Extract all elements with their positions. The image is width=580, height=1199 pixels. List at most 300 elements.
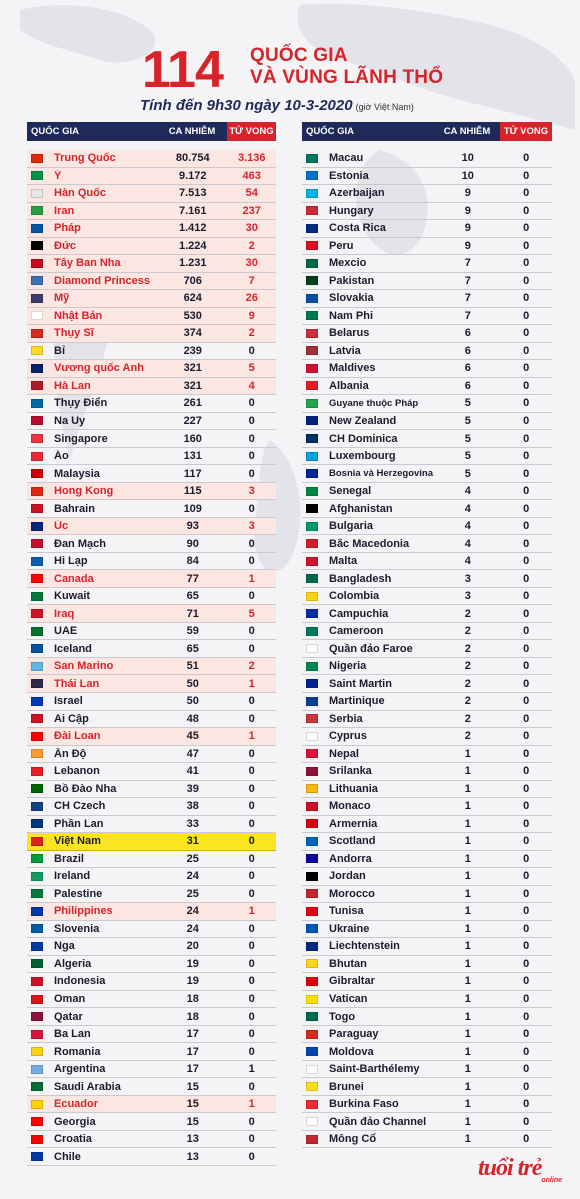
- column-header-country: QUỐC GIA: [27, 122, 157, 141]
- right-table-rows: [302, 150, 552, 1148]
- flag-icon: [306, 679, 318, 688]
- flag-icon: [306, 959, 318, 968]
- case-count: 20: [186, 940, 199, 953]
- case-count: 7: [464, 309, 471, 322]
- death-count: 0: [248, 1045, 255, 1058]
- table-row: [27, 781, 276, 799]
- country-name: Oman: [54, 993, 86, 1005]
- case-count: 6: [464, 327, 471, 340]
- country-name: Georgia: [54, 1115, 96, 1128]
- death-count: 0: [523, 520, 530, 533]
- country-name: Quần đảo Faroe: [329, 642, 413, 655]
- flag-icon: [306, 259, 318, 268]
- country-name: Latvia: [329, 344, 361, 357]
- table-row: [27, 1078, 276, 1096]
- flag-icon: [306, 539, 318, 548]
- table-row: [27, 973, 276, 991]
- table-row: [27, 605, 276, 623]
- death-count: 463: [242, 169, 261, 182]
- flag-icon: [31, 872, 43, 881]
- table-row: [302, 570, 552, 588]
- country-name: Vương quốc Anh: [54, 362, 144, 375]
- flag-icon: [31, 1117, 43, 1126]
- table-row: [27, 833, 276, 851]
- header: [0, 0, 580, 122]
- country-name: Algeria: [54, 957, 92, 970]
- flag-icon: [31, 294, 43, 303]
- flag-icon: [31, 539, 43, 548]
- death-count: 26: [245, 292, 258, 305]
- case-count: 624: [183, 292, 202, 305]
- death-count: 0: [523, 747, 530, 760]
- flag-icon: [31, 557, 43, 566]
- death-count: 0: [248, 1028, 255, 1041]
- flag-icon: [31, 171, 43, 180]
- death-count: 0: [248, 432, 255, 445]
- country-name: Ireland: [54, 870, 91, 883]
- country-name: Moldova: [329, 1045, 374, 1058]
- case-count: 59: [186, 625, 199, 638]
- flag-icon: [31, 381, 43, 390]
- flag-icon: [31, 276, 43, 285]
- case-count: 3: [464, 590, 471, 603]
- flag-icon: [306, 241, 318, 250]
- flag-icon: [306, 381, 318, 390]
- country-name: Thụy Sĩ: [54, 327, 94, 340]
- table-row: [27, 413, 276, 431]
- case-count: 1: [464, 993, 471, 1005]
- flag-icon: [306, 749, 318, 758]
- table-row: [302, 728, 552, 746]
- table-row: [302, 413, 552, 431]
- death-count: 0: [248, 1133, 255, 1146]
- flag-icon: [31, 434, 43, 443]
- case-count: 1: [464, 800, 471, 813]
- case-count: 6: [464, 344, 471, 357]
- country-name: Srilanka: [329, 765, 372, 778]
- case-count: 90: [186, 537, 199, 550]
- table-row: [27, 1026, 276, 1044]
- death-count: 7: [248, 274, 255, 287]
- flag-icon: [31, 1065, 43, 1074]
- death-count: 0: [523, 432, 530, 445]
- country-name: Israel: [54, 695, 83, 708]
- country-name: Palestine: [54, 887, 103, 900]
- flag-icon: [31, 504, 43, 513]
- death-count: 0: [523, 782, 530, 795]
- case-count: 239: [183, 344, 202, 357]
- death-count: 0: [523, 642, 530, 655]
- flag-icon: [306, 1047, 318, 1056]
- death-count: 3: [248, 485, 255, 498]
- table-row: [302, 623, 552, 641]
- country-name: Áo: [54, 450, 69, 463]
- column-header-cases: CA NHIỄM: [157, 122, 227, 141]
- table-row: [27, 553, 276, 571]
- case-count: 1: [464, 747, 471, 760]
- flag-icon: [306, 784, 318, 793]
- country-name: Bồ Đào Nha: [54, 782, 117, 795]
- flag-icon: [31, 592, 43, 601]
- case-count: 1.231: [178, 257, 207, 270]
- case-count: 5: [464, 467, 471, 480]
- death-count: 0: [523, 817, 530, 830]
- flag-icon: [31, 959, 43, 968]
- death-count: 0: [248, 414, 255, 427]
- table-row: [302, 1078, 552, 1096]
- flag-icon: [31, 329, 43, 338]
- flag-icon: [306, 452, 318, 461]
- table-row: [27, 728, 276, 746]
- table-row: [302, 1061, 552, 1079]
- flag-icon: [31, 1100, 43, 1109]
- case-count: 321: [183, 362, 202, 375]
- death-count: 0: [248, 695, 255, 708]
- table-row: [27, 1131, 276, 1149]
- country-count: 114: [142, 41, 223, 99]
- table-row: [27, 868, 276, 886]
- table-row: [27, 903, 276, 921]
- flag-icon: [31, 1012, 43, 1021]
- case-count: 6: [464, 379, 471, 392]
- country-name: Martinique: [329, 695, 385, 708]
- table-row: [302, 308, 552, 326]
- flag-icon: [31, 224, 43, 233]
- table-row: [27, 640, 276, 658]
- case-count: 80.754: [175, 152, 210, 165]
- table-row: [27, 203, 276, 221]
- death-count: 0: [523, 239, 530, 252]
- table-row: [27, 886, 276, 904]
- death-count: 0: [248, 940, 255, 953]
- column-header-deaths: TỬ VONG: [227, 122, 276, 141]
- flag-icon: [306, 276, 318, 285]
- flag-icon: [306, 924, 318, 933]
- country-name: Qatar: [54, 1010, 83, 1023]
- death-count: 0: [523, 257, 530, 270]
- country-name: Tunisa: [329, 905, 364, 918]
- flag-icon: [306, 907, 318, 916]
- death-count: 0: [248, 467, 255, 480]
- table-row: [27, 273, 276, 291]
- flag-icon: [306, 346, 318, 355]
- death-count: 0: [523, 607, 530, 620]
- case-count: 1: [464, 870, 471, 883]
- country-name: Nigeria: [329, 660, 367, 673]
- case-count: 65: [186, 590, 199, 603]
- table-row: [302, 781, 552, 799]
- case-count: 4: [464, 555, 471, 568]
- flag-icon: [31, 907, 43, 916]
- death-count: 0: [523, 975, 530, 988]
- case-count: 38: [186, 800, 199, 813]
- case-count: 7: [464, 257, 471, 270]
- death-count: 0: [523, 625, 530, 638]
- flag-icon: [31, 889, 43, 898]
- table-row: [302, 220, 552, 238]
- country-name: Serbia: [329, 712, 363, 725]
- death-count: 0: [523, 870, 530, 883]
- death-count: 0: [248, 397, 255, 410]
- case-count: 2: [464, 712, 471, 725]
- country-name: Malta: [329, 555, 358, 568]
- flag-icon: [306, 557, 318, 566]
- table-row: [302, 921, 552, 939]
- death-count: 1: [248, 572, 255, 585]
- death-count: 0: [523, 1028, 530, 1041]
- case-count: 19: [186, 957, 199, 970]
- country-name: Ba Lan: [54, 1028, 91, 1041]
- country-name: New Zealand: [329, 414, 397, 427]
- death-count: 0: [523, 572, 530, 585]
- case-count: 6: [464, 362, 471, 375]
- flag-icon: [306, 837, 318, 846]
- logo-brand: tuổi trẻ: [478, 1155, 542, 1181]
- case-count: 1.412: [178, 222, 207, 235]
- death-count: 0: [523, 222, 530, 235]
- case-count: 109: [183, 502, 202, 515]
- case-count: 1: [464, 1010, 471, 1023]
- flag-icon: [306, 1117, 318, 1126]
- flag-icon: [306, 644, 318, 653]
- country-name: Brazil: [54, 852, 84, 865]
- flag-icon: [31, 609, 43, 618]
- table-row: [27, 816, 276, 834]
- death-count: 1: [248, 1098, 255, 1111]
- table-row: [27, 1061, 276, 1079]
- country-name: Hi Lạp: [54, 555, 88, 568]
- table-row: [27, 693, 276, 711]
- flag-icon: [31, 924, 43, 933]
- case-count: 1: [464, 1028, 471, 1041]
- country-name: Bulgaria: [329, 520, 374, 533]
- table-row: [27, 430, 276, 448]
- flag-icon: [306, 504, 318, 513]
- table-row: [27, 1096, 276, 1114]
- death-count: 2: [248, 327, 255, 340]
- flag-icon: [31, 749, 43, 758]
- death-count: 0: [523, 1045, 530, 1058]
- case-count: 71: [186, 607, 199, 620]
- case-count: 50: [186, 677, 199, 690]
- flag-icon: [31, 522, 43, 531]
- death-count: 5: [248, 362, 255, 375]
- country-name: Argentina: [54, 1063, 106, 1076]
- death-count: 2: [248, 660, 255, 673]
- table-row: [27, 150, 276, 168]
- table-row: [302, 1096, 552, 1114]
- table-row: [302, 711, 552, 729]
- flag-icon: [31, 784, 43, 793]
- country-name: Senegal: [329, 485, 372, 498]
- country-name: Trung Quốc: [54, 152, 116, 165]
- flag-icon: [306, 977, 318, 986]
- flag-icon: [306, 1135, 318, 1144]
- flag-icon: [31, 469, 43, 478]
- country-name: Ý: [54, 169, 62, 182]
- table-row: [302, 1113, 552, 1131]
- case-count: 3: [464, 572, 471, 585]
- case-count: 1: [464, 765, 471, 778]
- table-row: [302, 605, 552, 623]
- country-name: Colombia: [329, 590, 380, 603]
- death-count: 1: [248, 905, 255, 918]
- country-name: Peru: [329, 239, 354, 252]
- case-count: 33: [186, 817, 199, 830]
- death-count: 0: [523, 765, 530, 778]
- case-count: 374: [183, 327, 202, 340]
- case-count: 93: [186, 520, 199, 533]
- table-row: [27, 220, 276, 238]
- case-count: 530: [183, 309, 202, 322]
- country-name: CH Czech: [54, 800, 106, 813]
- table-row: [302, 465, 552, 483]
- death-count: 0: [523, 467, 530, 480]
- table-row: [302, 518, 552, 536]
- death-count: 0: [523, 555, 530, 568]
- case-count: 261: [183, 397, 202, 410]
- flag-icon: [31, 574, 43, 583]
- country-name: Chile: [54, 1150, 81, 1163]
- death-count: 0: [523, 695, 530, 708]
- flag-icon: [306, 732, 318, 741]
- table-row: [302, 1008, 552, 1026]
- flag-icon: [31, 1030, 43, 1039]
- table-row: [302, 851, 552, 869]
- case-count: 1: [464, 975, 471, 988]
- country-name: Azerbaijan: [329, 187, 385, 200]
- country-name: Phần Lan: [54, 817, 104, 830]
- death-count: 0: [248, 870, 255, 883]
- case-count: 117: [183, 467, 202, 480]
- table-row: [27, 711, 276, 729]
- flag-icon: [306, 627, 318, 636]
- country-name: Philippines: [54, 905, 113, 918]
- flag-icon: [31, 241, 43, 250]
- case-count: 160: [183, 432, 202, 445]
- case-count: 9: [464, 222, 471, 235]
- death-count: 30: [245, 257, 258, 270]
- case-count: 9: [464, 239, 471, 252]
- table-row: [27, 465, 276, 483]
- country-name: Mexcio: [329, 257, 367, 270]
- death-count: 0: [523, 169, 530, 182]
- case-count: 1: [464, 957, 471, 970]
- flag-icon: [31, 1135, 43, 1144]
- death-count: 0: [523, 309, 530, 322]
- country-name: Ấn Độ: [54, 747, 87, 760]
- flag-icon: [31, 416, 43, 425]
- flag-icon: [306, 206, 318, 215]
- death-count: 0: [248, 502, 255, 515]
- country-name: Gibraltar: [329, 975, 375, 988]
- flag-icon: [31, 854, 43, 863]
- country-name: Bắc Macedonia: [329, 537, 410, 550]
- country-name: Na Uy: [54, 414, 86, 427]
- right-table: [302, 122, 552, 1148]
- flag-icon: [306, 329, 318, 338]
- flag-icon: [306, 662, 318, 671]
- death-count: 0: [523, 1133, 530, 1146]
- country-name: Scotland: [329, 835, 376, 848]
- country-name: Mông Cổ: [329, 1133, 377, 1146]
- case-count: 9: [464, 187, 471, 200]
- country-name: Bỉ: [54, 344, 65, 357]
- country-name: Pakistan: [329, 274, 375, 287]
- case-count: 5: [464, 432, 471, 445]
- country-name: Andorra: [329, 852, 372, 865]
- case-count: 17: [186, 1028, 199, 1041]
- country-name: Guyane thuộc Pháp: [329, 397, 419, 409]
- table-row: [27, 938, 276, 956]
- country-name: Úc: [54, 520, 69, 533]
- table-row: [27, 360, 276, 378]
- country-name: Malaysia: [54, 467, 100, 480]
- table-row: [27, 535, 276, 553]
- death-count: 0: [523, 292, 530, 305]
- table-row: [302, 640, 552, 658]
- table-row: [302, 938, 552, 956]
- left-table: [27, 122, 276, 1166]
- tuoi-tre-logo: [478, 1156, 564, 1186]
- flag-icon: [31, 714, 43, 723]
- flag-icon: [31, 679, 43, 688]
- table-row: [27, 1148, 276, 1166]
- death-count: 0: [523, 957, 530, 970]
- country-name: Morocco: [329, 887, 375, 900]
- flag-icon: [306, 697, 318, 706]
- flag-icon: [31, 206, 43, 215]
- country-name: Armernia: [329, 817, 378, 830]
- case-count: 18: [186, 1010, 199, 1023]
- flag-icon: [306, 995, 318, 1004]
- table-row: [302, 763, 552, 781]
- death-count: 0: [248, 555, 255, 568]
- case-count: 1: [464, 922, 471, 935]
- table-row: [27, 570, 276, 588]
- table-row: [27, 343, 276, 361]
- flag-icon: [31, 942, 43, 951]
- table-row: [27, 675, 276, 693]
- country-name: Saint Martin: [329, 677, 392, 690]
- flag-icon: [31, 732, 43, 741]
- death-count: 1: [248, 677, 255, 690]
- country-name: UAE: [54, 625, 78, 638]
- table-row: [27, 921, 276, 939]
- case-count: 5: [464, 414, 471, 427]
- case-count: 25: [186, 887, 199, 900]
- flag-icon: [31, 452, 43, 461]
- table-row: [302, 746, 552, 764]
- country-name: Lithuania: [329, 782, 378, 795]
- flag-icon: [31, 311, 43, 320]
- flag-icon: [31, 364, 43, 373]
- country-name: Tây Ban Nha: [54, 257, 121, 270]
- country-name: Belarus: [329, 327, 370, 340]
- table-row: [27, 518, 276, 536]
- country-name: Estonia: [329, 169, 369, 182]
- country-name: Cyprus: [329, 730, 367, 743]
- case-count: 5: [464, 450, 471, 463]
- country-name: Saint-Barthélemy: [329, 1063, 420, 1076]
- country-name: Nepal: [329, 747, 359, 760]
- death-count: 0: [523, 677, 530, 690]
- case-count: 115: [183, 485, 202, 498]
- death-count: 0: [248, 1115, 255, 1128]
- death-count: 237: [242, 204, 261, 217]
- death-count: 0: [248, 712, 255, 725]
- flag-icon: [306, 294, 318, 303]
